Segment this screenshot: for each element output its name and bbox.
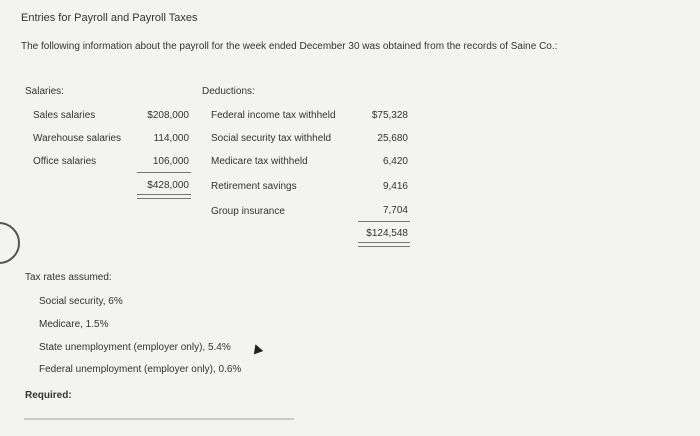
deduction-label-group-insurance: Group insurance	[211, 206, 285, 217]
deductions-subtotal-rule	[358, 221, 410, 222]
salary-amount-sales: $208,000	[147, 110, 189, 121]
deduction-label-retirement: Retirement savings	[211, 181, 297, 192]
salaries-total: $428,000	[147, 180, 189, 191]
deductions-total-double-rule	[358, 242, 410, 247]
tax-rate-social-security: Social security, 6%	[39, 296, 123, 307]
salary-amount-warehouse: 114,000	[153, 133, 189, 144]
required-heading: Required:	[25, 390, 72, 401]
tax-rate-state-unemployment: State unemployment (employer only), 5.4%	[39, 342, 231, 353]
deduction-label-social-security: Social security tax withheld	[211, 133, 332, 144]
mouse-cursor-icon	[251, 343, 263, 355]
cut-off-text-line	[24, 418, 294, 420]
navigation-circle-icon[interactable]	[0, 222, 20, 264]
salary-label-sales: Sales salaries	[33, 110, 96, 121]
salary-label-office: Office salaries	[33, 156, 97, 167]
salaries-subtotal-rule	[137, 172, 191, 173]
deductions-total: $124,548	[366, 228, 408, 239]
deduction-label-medicare: Medicare tax withheld	[211, 156, 308, 167]
salaries-heading: Salaries:	[25, 86, 64, 97]
salaries-total-double-rule	[137, 194, 191, 199]
tax-rate-medicare: Medicare, 1.5%	[39, 319, 109, 330]
deductions-heading: Deductions:	[202, 86, 255, 97]
deduction-amount-federal-income-tax: $75,328	[371, 110, 408, 121]
deduction-amount-group-insurance: 7,704	[382, 205, 408, 216]
problem-title: Entries for Payroll and Payroll Taxes	[21, 12, 198, 24]
problem-intro: The following information about the payroll for the week ended December 30 was obtained from the records of Saine Co.:	[21, 41, 558, 52]
tax-rates-heading: Tax rates assumed:	[25, 272, 112, 283]
deduction-label-federal-income-tax: Federal income tax withheld	[211, 110, 336, 121]
deduction-amount-social-security: 25,680	[377, 133, 408, 144]
deduction-amount-medicare: 6,420	[382, 156, 408, 167]
salary-label-warehouse: Warehouse salaries	[33, 133, 122, 144]
salary-amount-office: 106,000	[152, 156, 189, 167]
deduction-amount-retirement: 9,416	[382, 181, 408, 192]
tax-rate-federal-unemployment: Federal unemployment (employer only), 0.6%	[39, 364, 242, 375]
